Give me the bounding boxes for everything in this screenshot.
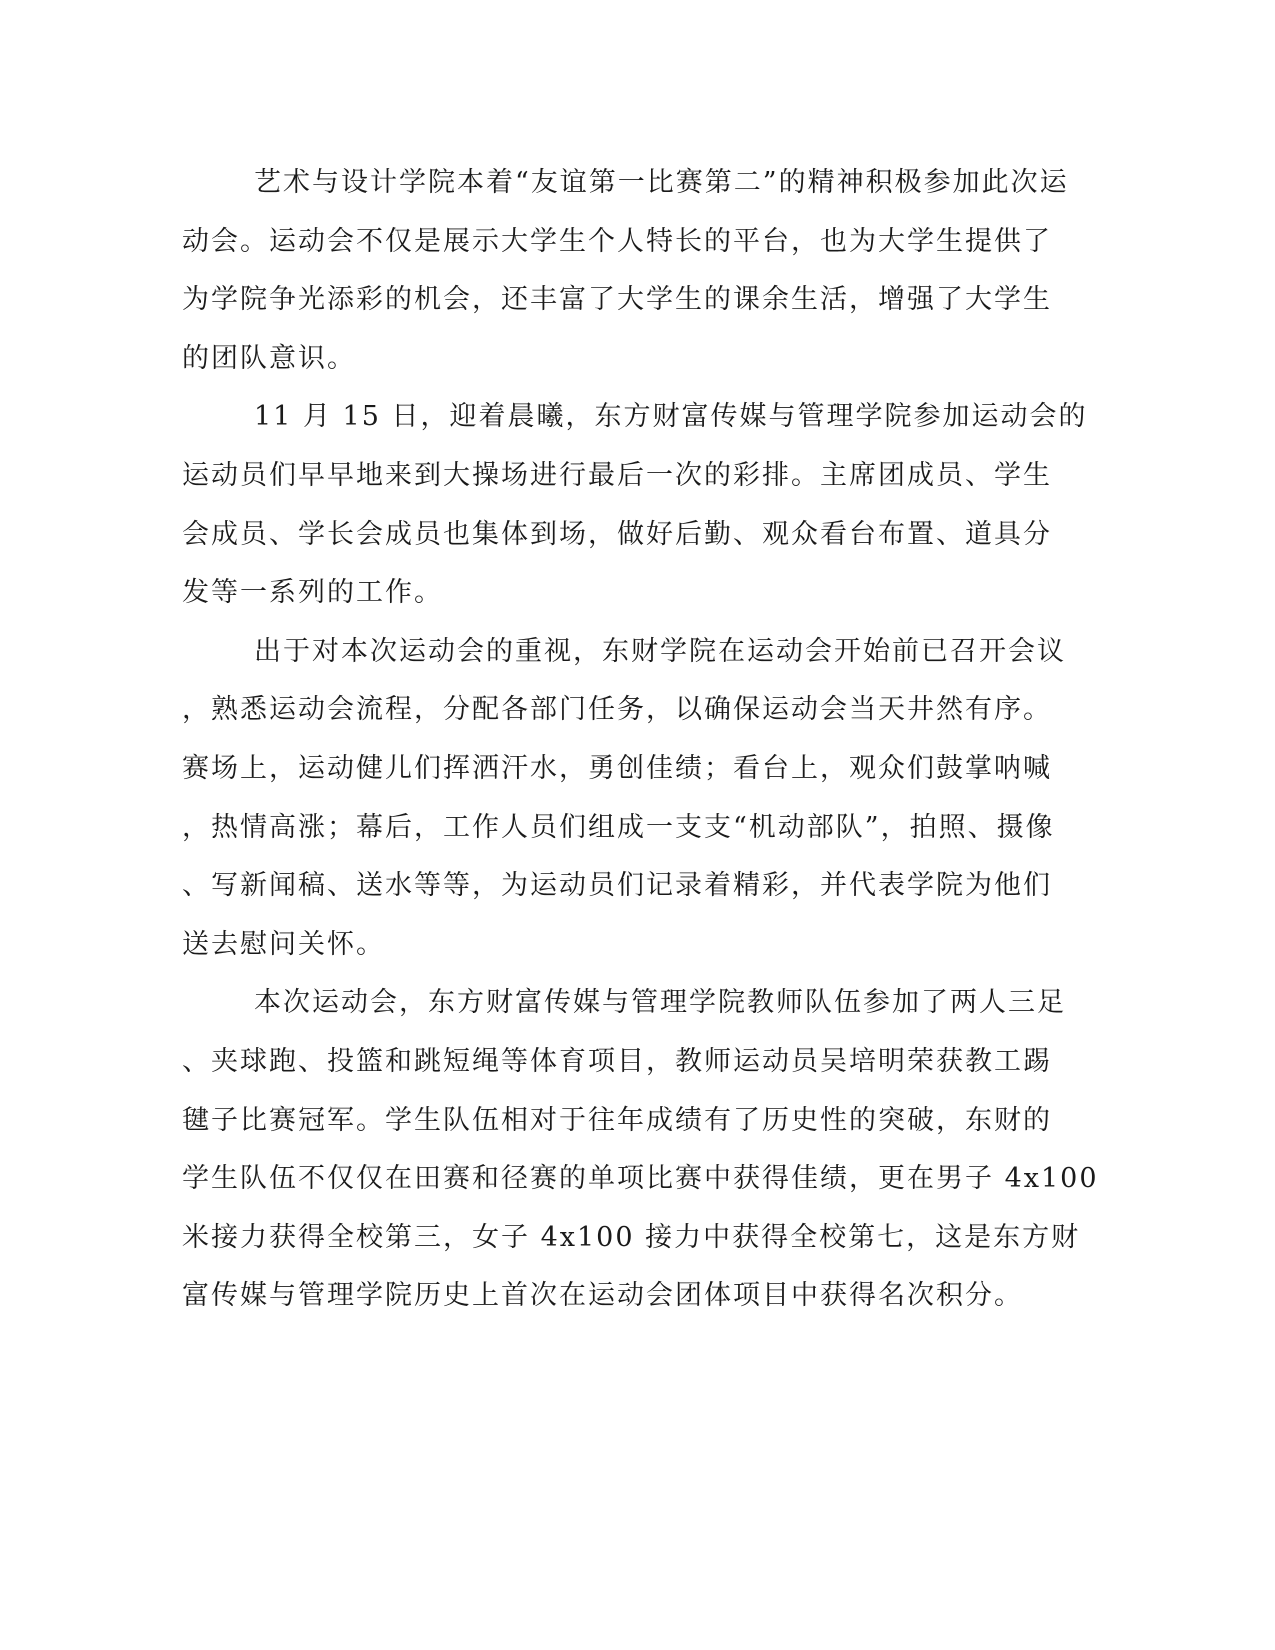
paragraph-line: 本次运动会，东方财富传媒与管理学院教师队伍参加了两人三足 [254, 987, 1066, 1019]
document-body [182, 154, 1099, 1326]
paragraph-line: 为学院争光添彩的机会，还丰富了大学生的课余生活，增强了大学生 [182, 284, 1052, 316]
paragraph-line: 出于对本次运动会的重视，东财学院在运动会开始前已召开会议 [254, 635, 1066, 667]
paragraph-line: 送去慰问关怀。 [182, 928, 385, 960]
paragraph-line: ，熟悉运动会流程，分配各部门任务，以确保运动会当天井然有序。 [182, 694, 1052, 726]
paragraph-3 [182, 623, 1066, 975]
paragraph-line: 、写新闻稿、送水等等，为运动员们记录着精彩，并代表学院为他们 [182, 870, 1052, 902]
paragraph-line: 11 月 15 日，迎着晨曦，东方财富传媒与管理学院参加运动会的 [254, 401, 1088, 433]
paragraph-line: 赛场上，运动健儿们挥洒汗水，勇创佳绩；看台上，观众们鼓掌呐喊 [182, 752, 1052, 784]
paragraph-line: ，热情高涨；幕后，工作人员们组成一支支“机动部队”，拍照、摄像 [182, 811, 1055, 843]
paragraph-line: 发等一系列的工作。 [182, 577, 443, 609]
paragraph-line: 米接力获得全校第三，女子 4x100 接力中获得全校第七，这是东方财 [182, 1221, 1081, 1253]
paragraph-4 [182, 974, 1099, 1326]
paragraph-1 [182, 154, 1069, 388]
paragraph-line: 、夹球跑、投篮和跳短绳等体育项目，教师运动员吴培明荣获教工踢 [182, 1045, 1052, 1077]
paragraph-2 [182, 388, 1088, 622]
paragraph-line: 的团队意识。 [182, 342, 356, 374]
paragraph-line: 动会。运动会不仅是展示大学生个人特长的平台，也为大学生提供了 [182, 225, 1052, 257]
paragraph-line: 毽子比赛冠军。学生队伍相对于往年成绩有了历史性的突破，东财的 [182, 1104, 1052, 1136]
paragraph-line: 富传媒与管理学院历史上首次在运动会团体项目中获得名次积分。 [182, 1280, 1023, 1312]
paragraph-line: 学生队伍不仅仅在田赛和径赛的单项比赛中获得佳绩，更在男子 4x100 [182, 1163, 1099, 1195]
paragraph-line: 运动员们早早地来到大操场进行最后一次的彩排。主席团成员、学生 [182, 459, 1052, 491]
paragraph-line: 会成员、学长会成员也集体到场，做好后勤、观众看台布置、道具分 [182, 518, 1052, 550]
paragraph-line: 艺术与设计学院本着“友谊第一比赛第二”的精神积极参加此次运 [254, 167, 1069, 198]
